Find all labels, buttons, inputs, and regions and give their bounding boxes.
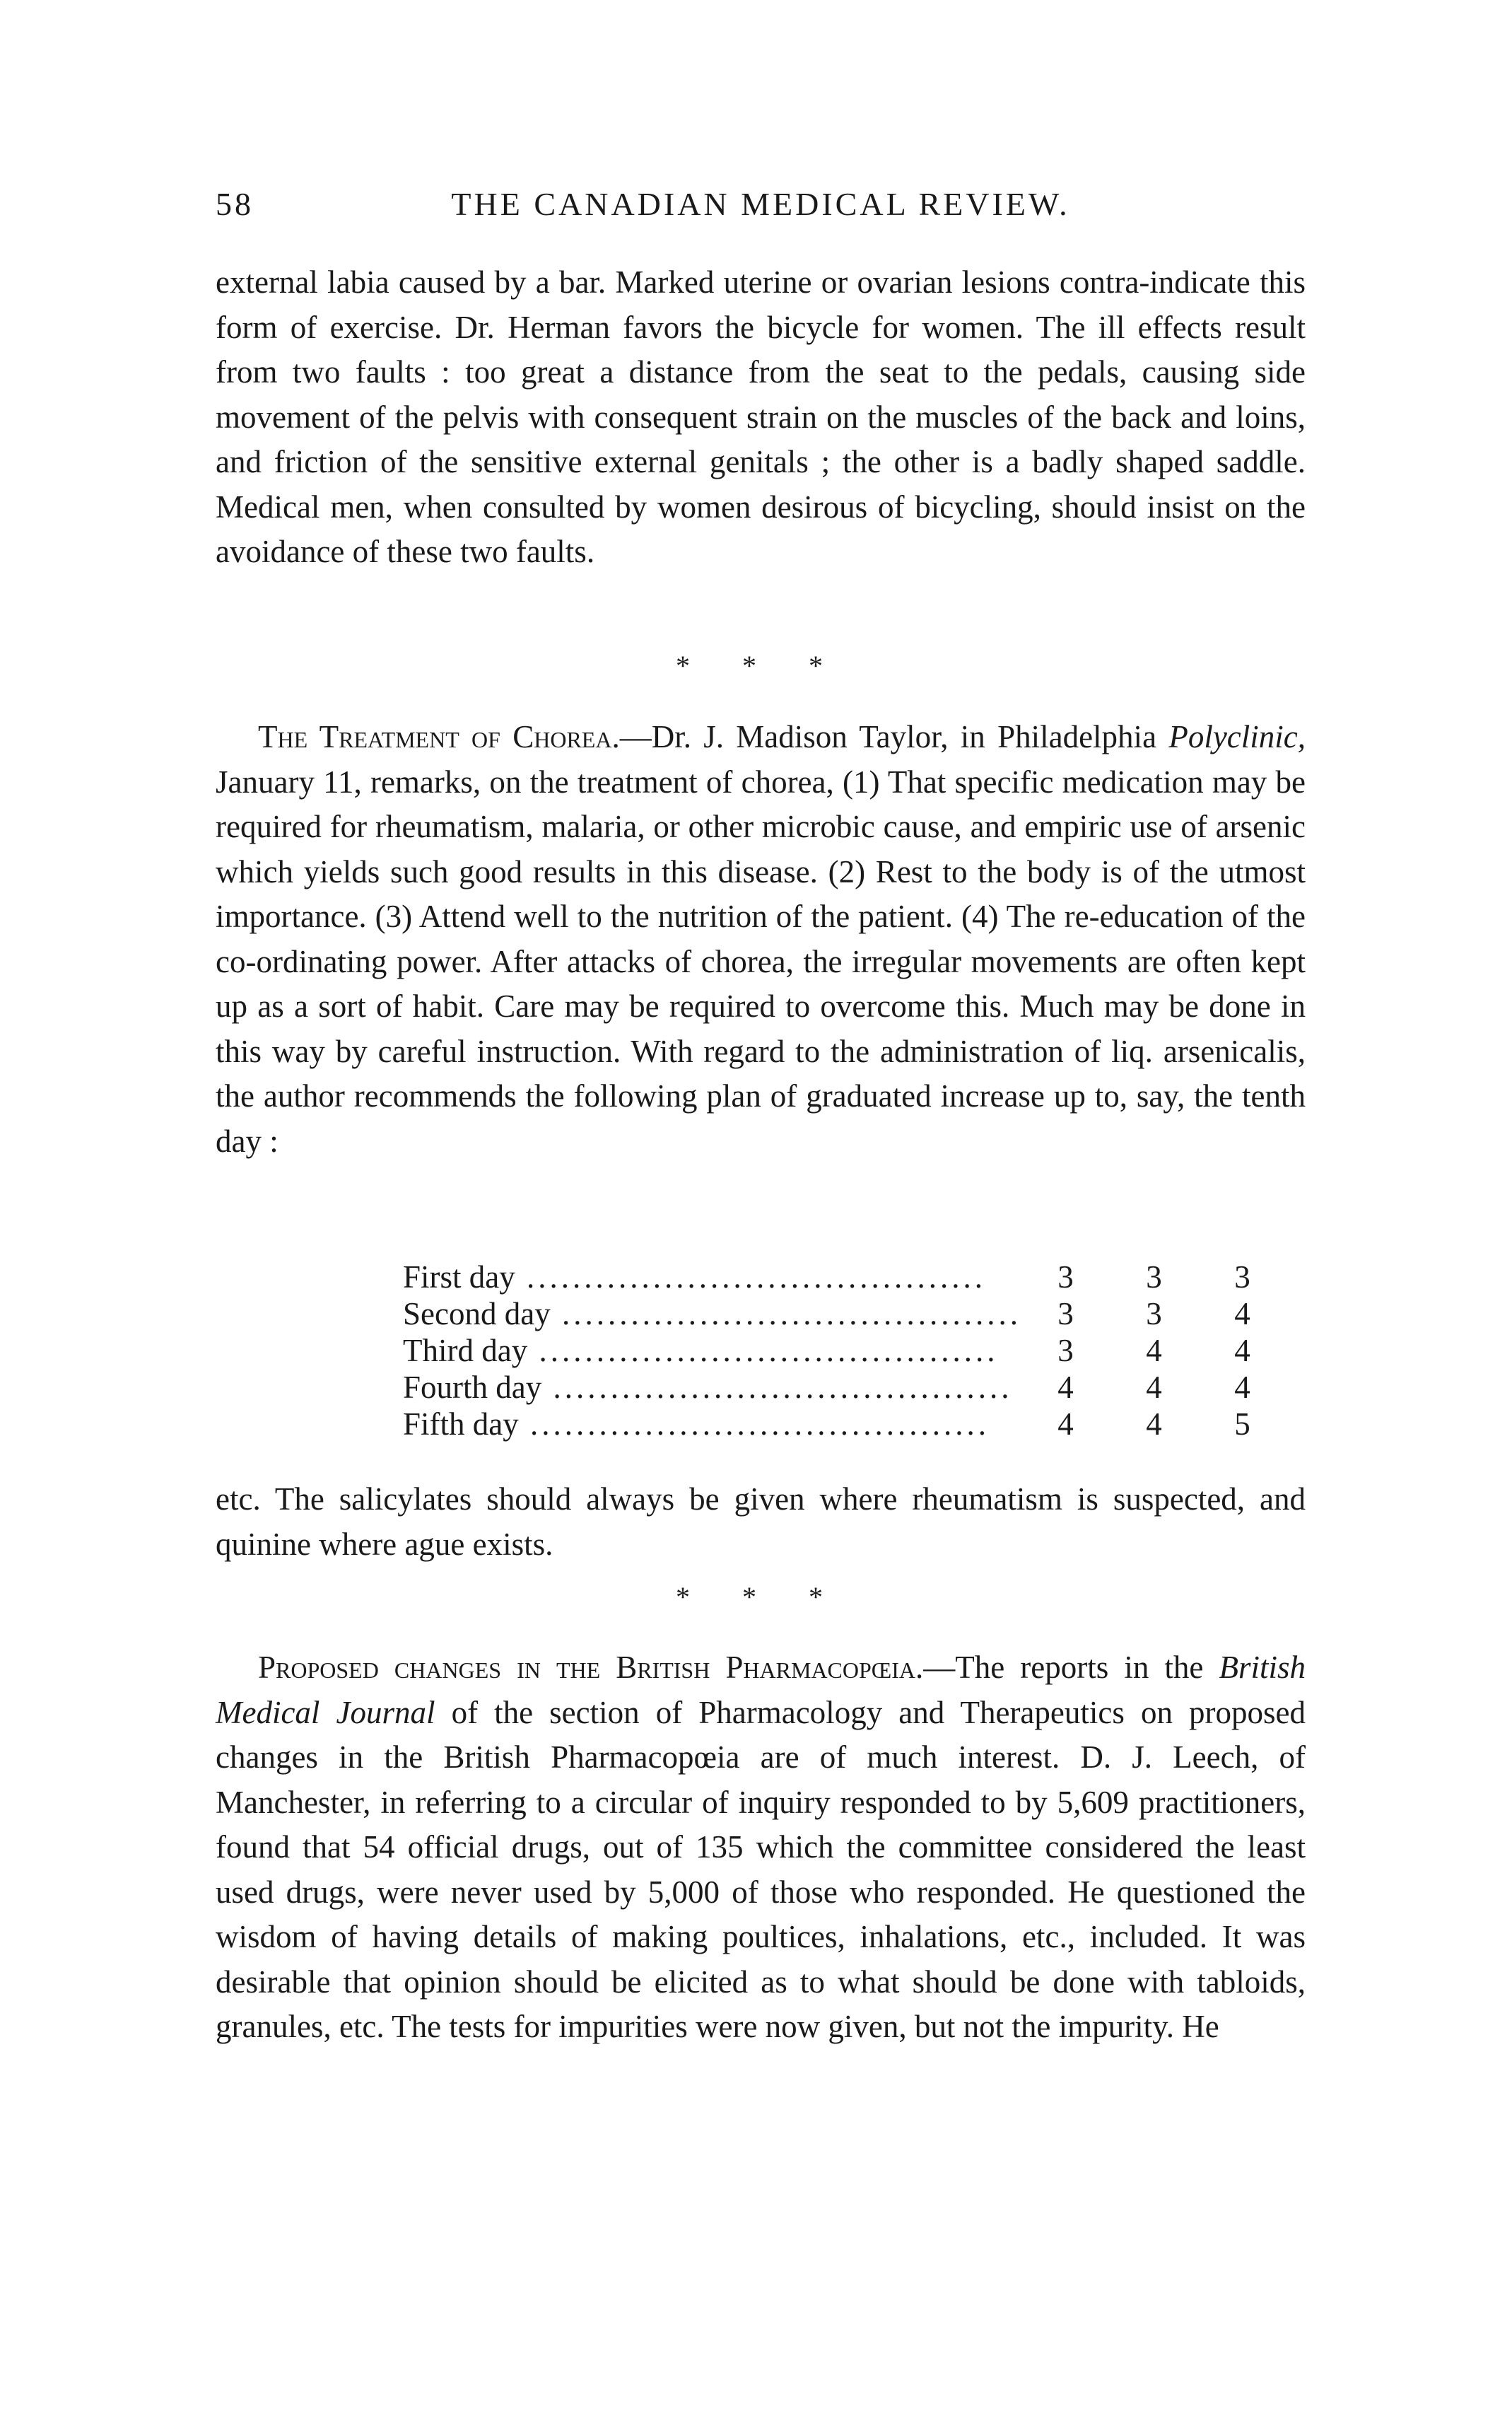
dot-leader: ........................................ (541, 1370, 1013, 1405)
dot-leader: ........................................ (518, 1406, 990, 1442)
bicycle-paragraph-block (216, 260, 1306, 575)
pharmacopoeia-body-start: —The reports in the (923, 1650, 1219, 1685)
dose-value: 4 (1146, 1406, 1162, 1442)
journal-title: THE CANADIAN MEDICAL REVIEW. (451, 186, 1070, 222)
dose-row (403, 1259, 1287, 1295)
pharmacopoeia-heading: Proposed changes in the British Pharmacopœia. (258, 1650, 924, 1685)
dose-value: 3 (1057, 1259, 1074, 1295)
bicycle-paragraph: external labia caused by a bar. Marked uterine or ovarian lesions contra-indicate this form of exercise. Dr. Herman favors the bicycle for women. The ill effects result from two faults : too great a distance from the seat to the pedals, causing side movement of the pelvis with consequent strain on the muscles of the back and loins, and friction of the sensitive external genitals ; the other is a badly shaped saddle. Medical men, when consulted by women desirous of bicycling, should insist on the avoidance of these two faults. (216, 264, 1306, 569)
pharmacopoeia-body-rest: of the section of Pharmacology and Therapeutics on proposed changes in the British Pharmacopœia are of much interest. D. J. Leech, of Manchester, in referring to a circular of inquiry responded to by 5,609 practitioners, found that 54 official drugs, out of 135 which the committee considered the least used drugs, were never used by 5,000 of those who responded. He questioned the wisdom of having details of making poultices, inhalations, etc., included. It was desirable that opinion should be elicited as to what should be done with tabloids, granules, etc. The tests for impurities were now given, but not the impurity. He (216, 1694, 1306, 2044)
dose-table (403, 1259, 1287, 1442)
dose-value: 4 (1234, 1370, 1250, 1405)
dose-day-cell (403, 1332, 1021, 1369)
dose-day-label: Fifth day (403, 1406, 519, 1442)
polyclinic-journal-name: Polyclinic, (1168, 719, 1306, 754)
dose-value: 4 (1234, 1333, 1250, 1368)
dose-day-label: First day (403, 1259, 515, 1295)
dot-leader: ........................................ (515, 1259, 987, 1295)
dose-day-cell (403, 1295, 1021, 1332)
dose-value: 4 (1234, 1296, 1250, 1331)
page-header (216, 185, 1306, 235)
dose-row (403, 1332, 1287, 1369)
page (216, 0, 1306, 2409)
dose-value: 3 (1234, 1259, 1250, 1295)
dose-value: 4 (1146, 1370, 1162, 1405)
chorea-heading: The Treatment of Chorea. (258, 719, 620, 754)
dose-value: 3 (1146, 1296, 1162, 1331)
dot-leader: ........................................ (550, 1296, 1021, 1331)
section-separator-1: * * * (676, 650, 845, 682)
dose-day-label: Third day (403, 1333, 528, 1368)
dose-day-cell (403, 1369, 1021, 1406)
dose-day-cell (403, 1406, 1021, 1442)
dose-day-label: Second day (403, 1296, 551, 1331)
dose-row (403, 1406, 1287, 1442)
dose-row (403, 1369, 1287, 1406)
chorea-paragraph-block (216, 715, 1306, 1164)
chorea-paragraph (216, 715, 1306, 1164)
after-table-paragraph-block (216, 1477, 1306, 1567)
dose-value: 3 (1057, 1333, 1074, 1368)
chorea-body-rest: January 11, remarks, on the treatment of chorea, (1) That specific medication may be required for rheumatism, malaria, or other microbic cause, and empiric use of arsenic which yields such good results in this disease. (2) Rest to the body is of the utmost importance. (3) Attend well to the nutrition of the patient. (4) The re-education of the co-ordinating power. After attacks of chorea, the irregular movements are often kept up as a sort of habit. Care may be required to overcome this. Much may be done in this way by careful instruction. With regard to the administration of liq. arsenicalis, the author recommends the following plan of graduated increase up to, say, the tenth day : (216, 764, 1306, 1159)
dose-value: 3 (1146, 1259, 1162, 1295)
dose-value: 5 (1234, 1406, 1250, 1442)
bmj-journal-name: British Medical Journal (216, 1650, 1306, 1730)
pharmacopoeia-paragraph-block (216, 1645, 1306, 2050)
dose-row (403, 1295, 1287, 1332)
chorea-body-start: —Dr. J. Madison Taylor, in Philadelphia (619, 719, 1169, 754)
pharmacopoeia-paragraph (216, 1645, 1306, 2050)
dose-value: 4 (1146, 1333, 1162, 1368)
dose-value: 4 (1057, 1370, 1074, 1405)
dose-value: 3 (1057, 1296, 1074, 1331)
dose-day-label: Fourth day (403, 1370, 542, 1405)
section-separator-2: * * * (676, 1581, 845, 1613)
dot-leader: ........................................ (527, 1333, 999, 1368)
after-table-paragraph: etc. The salicylates should always be given where rheumatism is suspected, and quinine where ague exists. (216, 1481, 1306, 1562)
dose-day-cell (403, 1259, 1021, 1295)
dose-value: 4 (1057, 1406, 1074, 1442)
page-number: 58 (216, 186, 254, 222)
